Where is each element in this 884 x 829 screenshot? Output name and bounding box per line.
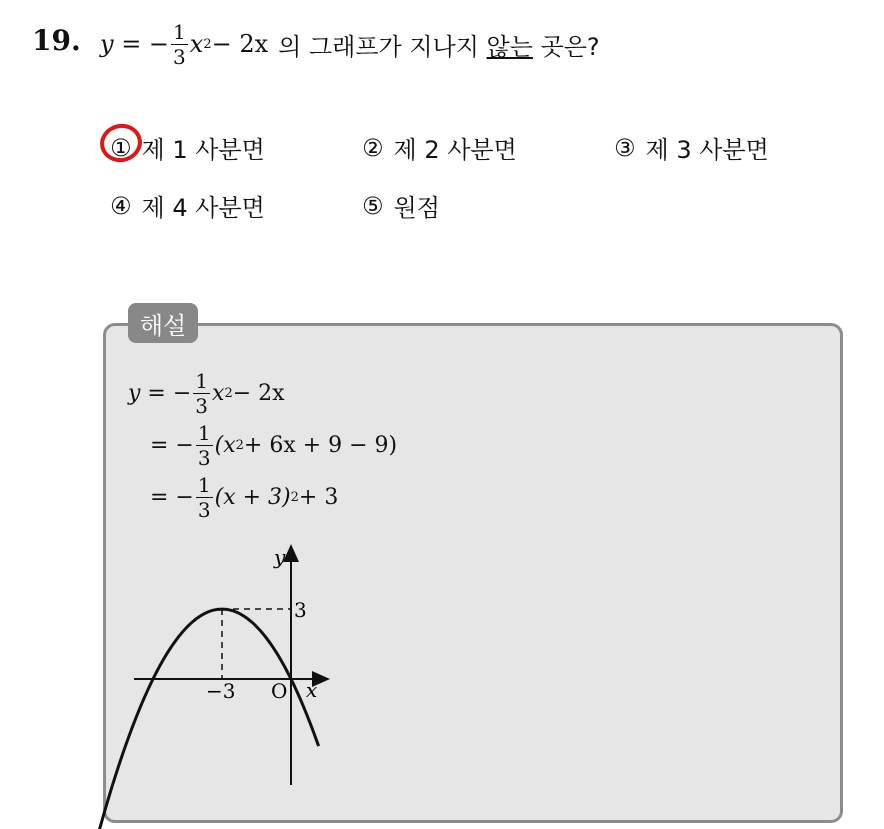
question-eq-rest: − 2x [211,30,269,58]
question-frac-den: 3 [173,44,186,69]
sol3-rest: + 3 [298,484,339,510]
sol1-rest: − 2x [232,380,285,406]
solution-tag: 해설 [128,303,198,343]
sol3-open: (x + 3) [214,484,291,510]
choice-4-number: ④ [110,191,132,220]
choice-3-label: 제 3 사분면 [645,136,769,164]
sol2-rest: + 6x + 9 − 9) [243,432,398,458]
choice-1-label: 제 1 사분면 [141,136,265,164]
x-axis-label: x [306,678,318,702]
question-eq-lhs: y = − [100,30,170,58]
question-number: 19. [32,24,81,57]
question-text-after: 곳은? [532,32,600,61]
sol1-lhs: y = − [128,380,192,406]
choice-1-number: ① [110,133,132,162]
sol3-den: 3 [197,497,211,522]
sol2-den: 3 [197,445,211,470]
choice-2-number: ② [362,133,384,162]
sol3-num: 1 [197,472,211,497]
question-frac-num: 1 [173,19,186,44]
sol1-x: x [212,380,225,406]
sol1-num: 1 [195,368,209,393]
question-eq-exp: 2 [203,36,212,52]
sol2-exp: 2 [235,437,244,453]
choice-2-label: 제 2 사분면 [393,136,517,164]
origin-label: O [271,679,288,703]
choice-3-number: ③ [614,133,636,162]
sol2-open: (x [214,432,236,458]
vertex-y-label: 3 [294,598,307,622]
sol3-lhs: = − [150,484,194,510]
vertex-x-label: −3 [206,679,236,703]
sol3-exp: 2 [290,489,299,505]
sol2-num: 1 [197,420,211,445]
question-text-underlined: 않는 [486,32,533,61]
choice-5-label: 원점 [393,194,440,222]
question-eq-x: x [189,30,204,58]
choice-5-number: ⑤ [362,191,384,220]
sol1-den: 3 [195,393,209,418]
parabola-curve [70,609,318,829]
sol1-exp: 2 [224,385,233,401]
choice-4-label: 제 4 사분면 [141,194,265,222]
y-axis-label: y [274,545,286,569]
sol2-lhs: = − [150,432,194,458]
question-text-before: 의 그래프가 지나지 [278,32,487,61]
